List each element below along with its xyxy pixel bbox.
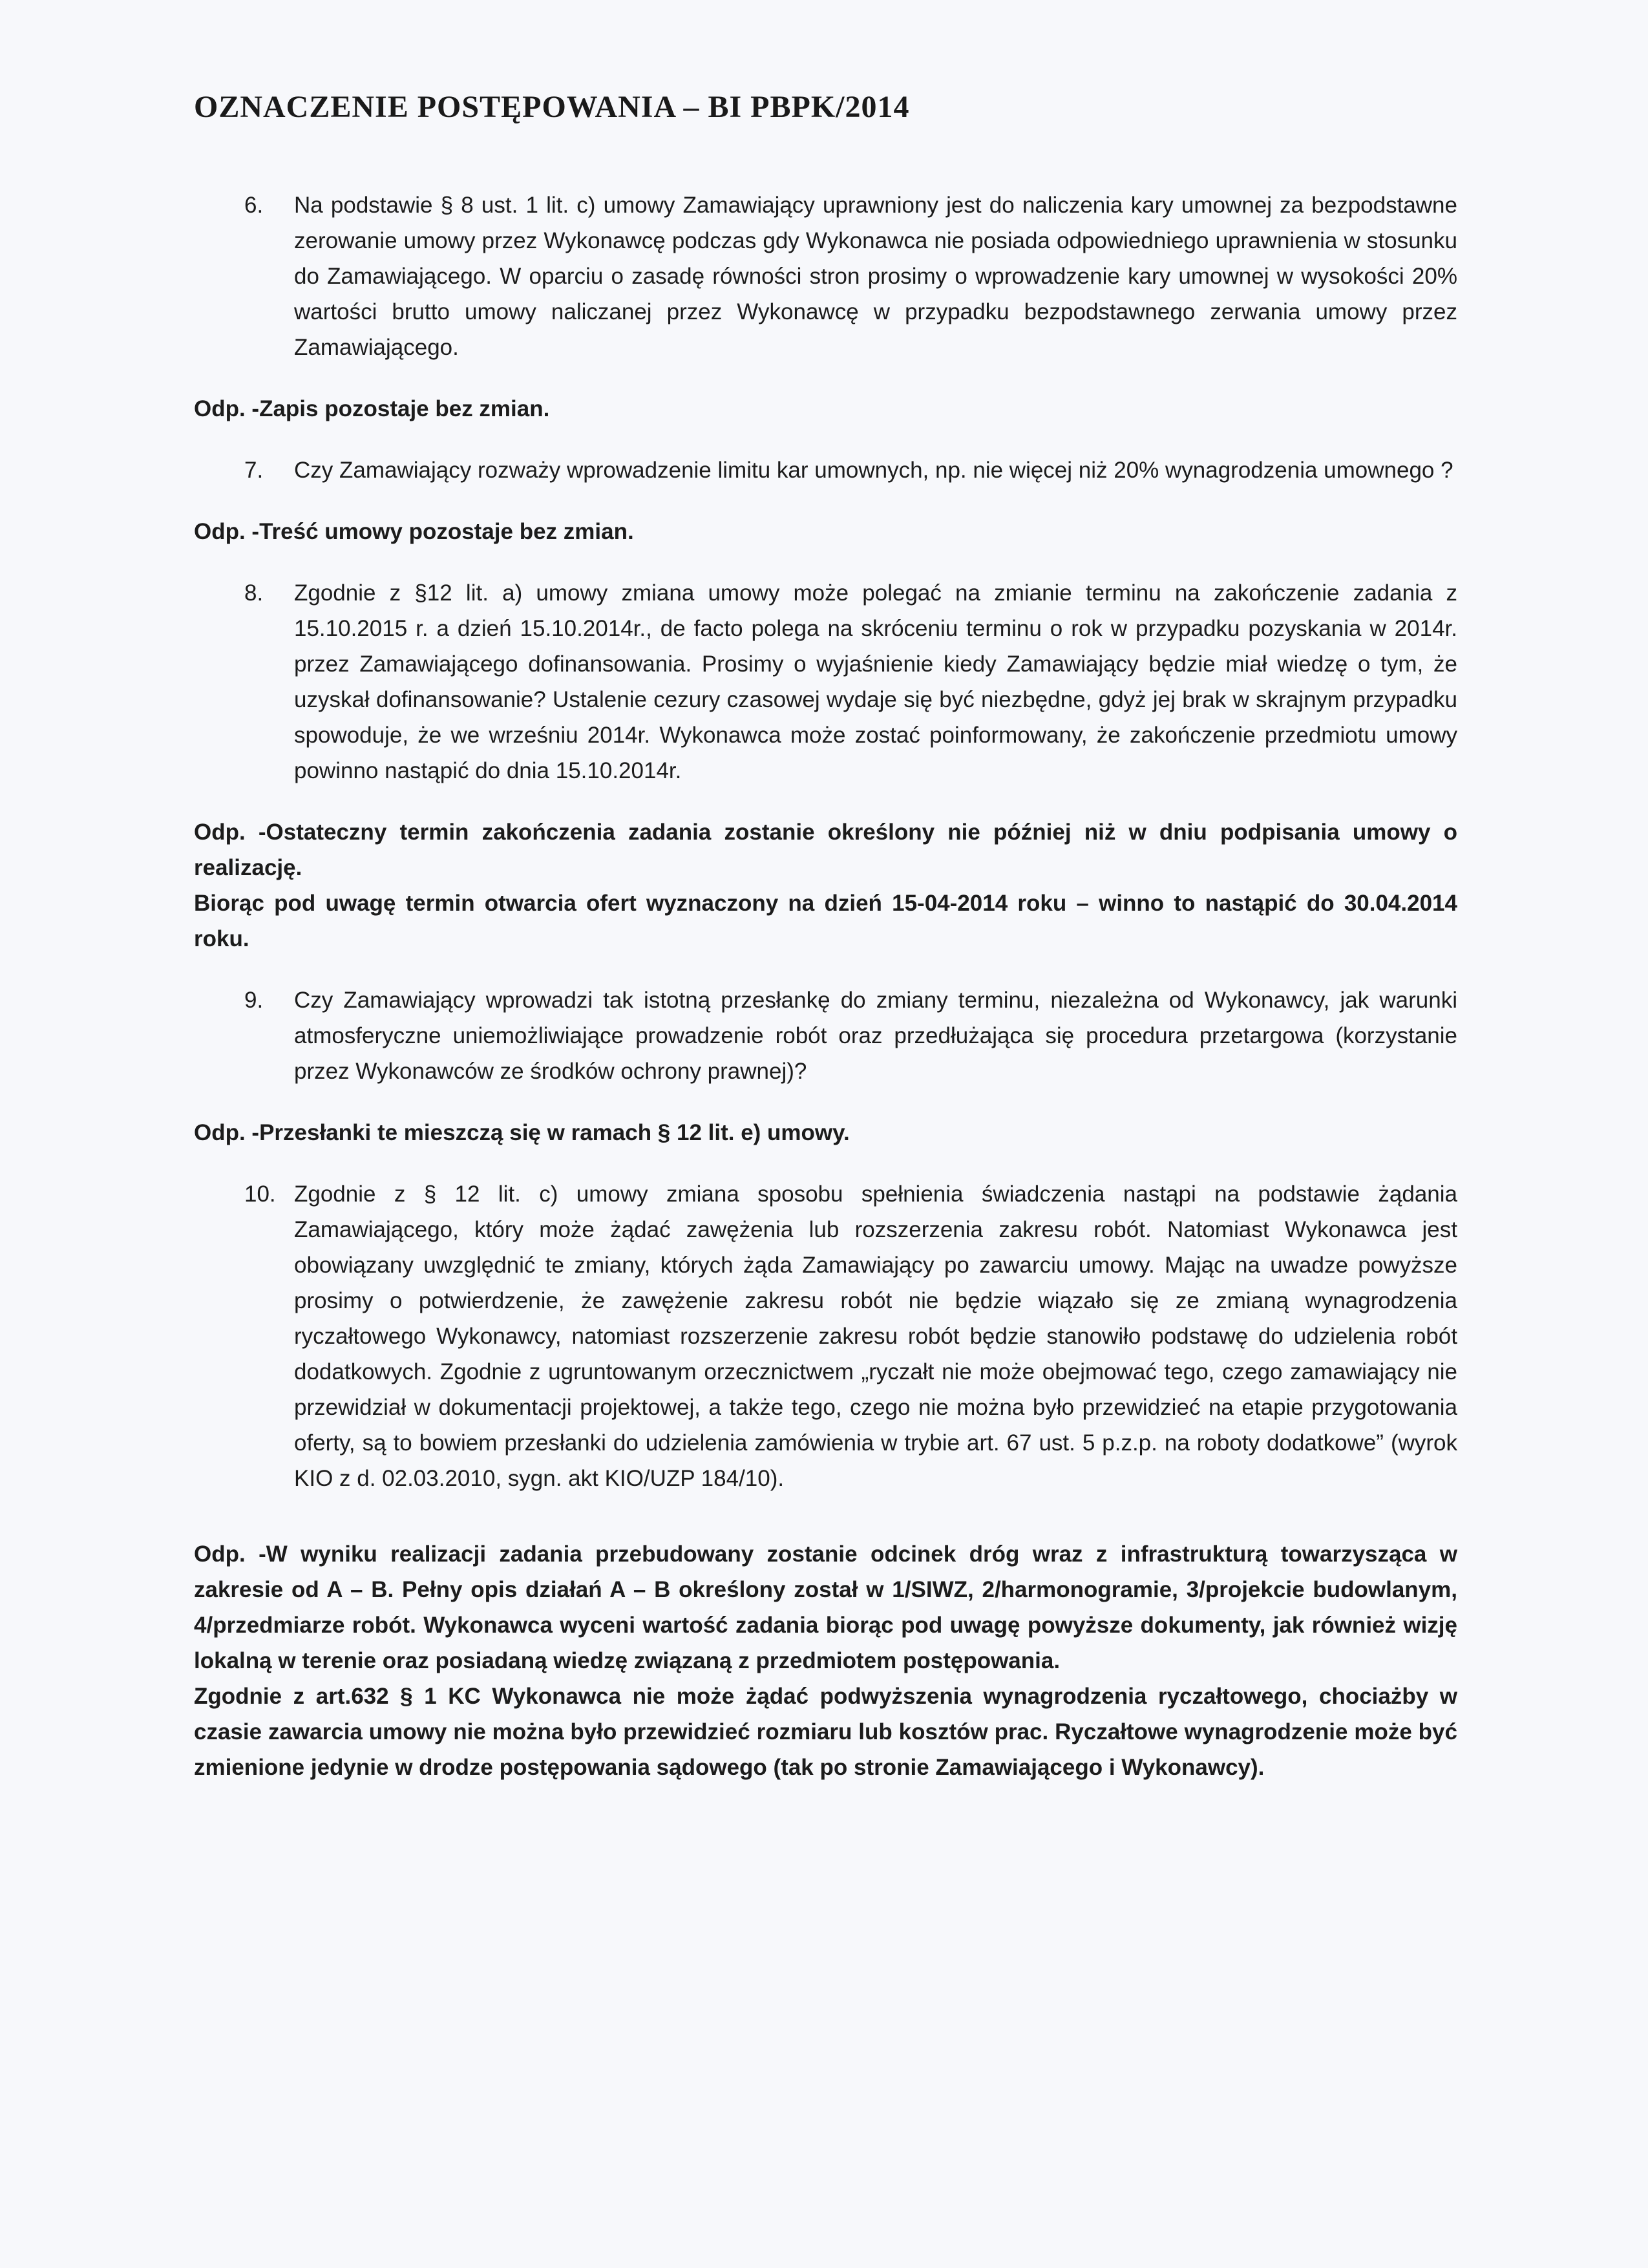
question-item-10 <box>194 1176 1457 1496</box>
answer-8 <box>194 814 1457 957</box>
question-number: 10. <box>244 1182 276 1207</box>
question-text: Zgodnie z §12 lit. a) umowy zmiana umowy może polegać na zmianie terminu na zakończenie zadania z 15.10.2015 r. a dzień 15.10.2014r., de facto polega na skróceniu terminu o rok w przypadku pozyskania w 2014r. przez Zamawiającego dofinansowania. Prosimy o wyjaśnienie kiedy Zamawiający będzie miał wiedzę o tym, że uzyskał dofinansowanie? Ustalenie cezury czasowej wydaje się być niezbędne, gdyż jej brak w skrajnym przypadku spowoduje, że we wrześniu 2014r. Wykonawca może zostać poinformowany, że zakończenie przedmiotu umowy powinno nastąpić do dnia 15.10.2014r. <box>294 580 1457 783</box>
document-header: OZNACZENIE POSTĘPOWANIA – BI PBPK/2014 <box>194 90 910 124</box>
answer-6 <box>194 391 1457 427</box>
answer-text: Odp. -Przesłanki te mieszczą się w ramach § 12 lit. e) umowy. <box>194 1120 850 1145</box>
answer-7 <box>194 514 1457 549</box>
question-item-7 <box>194 452 1457 488</box>
question-number: 9. <box>244 988 264 1013</box>
question-text: Zgodnie z § 12 lit. c) umowy zmiana sposobu spełnienia świadczenia nastąpi na podstawie żądania Zamawiającego, który może żądać zawężenia lub rozszerzenia zakresu robót. Natomiast Wykonawca jest obowiązany uwzględnić te zmiany, których żąda Zamawiający po zawarciu umowy. Mając na uwadze powyższe prosimy o potwierdzenie, że zawężenie zakresu robót nie będzie wiązało się ze zmianą wynagrodzenia ryczałtowego Wykonawcy, natomiast rozszerzenie zakresu robót będzie stanowiło podstawę do udzielenia robót dodatkowych. Zgodnie z ugruntowanym orzecznictwem „ryczałt nie może obejmować tego, czego zamawiający nie przewidział w dokumentacji projektowej, a także tego, czego nie można było przewidzieć na etapie przygotowania oferty, są to bowiem przesłanki do udzielenia zamówienia w trybie art. 67 ust. 5 p.z.p. na roboty dodatkowe” (wyrok KIO z d. 02.03.2010, sygn. akt KIO/UZP 184/10). <box>294 1182 1457 1491</box>
answer-text: Biorąc pod uwagę termin otwarcia ofert wyznaczony na dzień 15-04-2014 roku – winno to nastąpić do 30.04.2014 roku. <box>194 891 1457 951</box>
answer-10 <box>194 1536 1457 1785</box>
spacer <box>194 1522 1457 1536</box>
question-number: 6. <box>244 193 264 218</box>
answer-text: Odp. -Treść umowy pozostaje bez zmian. <box>194 519 634 544</box>
question-item-6 <box>194 187 1457 365</box>
question-item-8 <box>194 575 1457 789</box>
question-text: Czy Zamawiający rozważy wprowadzenie limitu kar umownych, np. nie więcej niż 20% wynagrodzenia umownego ? <box>294 458 1453 483</box>
answer-9 <box>194 1115 1457 1150</box>
answer-text: Odp. -Ostateczny termin zakończenia zadania zostanie określony nie później niż w dniu podpisania umowy o realizację. <box>194 820 1457 880</box>
answer-text: Zgodnie z art.632 § 1 KC Wykonawca nie może żądać podwyższenia wynagrodzenia ryczałtowego, chociażby w czasie zawarcia umowy nie można było przewidzieć rozmiaru lub kosztów prac. Ryczałtowe wynagrodzenie może być zmienione jedynie w drodze postępowania sądowego (tak po stronie Zamawiającego i Wykonawcy). <box>194 1684 1457 1780</box>
question-number: 7. <box>244 458 264 483</box>
question-text: Czy Zamawiający wprowadzi tak istotną przesłankę do zmiany terminu, niezależna od Wykonawcy, jak warunki atmosferyczne uniemożliwiające prowadzenie robót oraz przedłużająca się procedura przetargowa (korzystanie przez Wykonawców ze środków ochrony prawnej)? <box>294 988 1457 1084</box>
question-item-9 <box>194 982 1457 1089</box>
answer-text: Odp. -W wyniku realizacji zadania przebudowany zostanie odcinek dróg wraz z infrastrukturą towarzysząca w zakresie od A – B. Pełny opis działań A – B określony został w 1/SIWZ, 2/harmonogramie, 3/projekcie budowlanym, 4/przedmiarze robót. Wykonawca wyceni wartość zadania biorąc pod uwagę powyższe dokumenty, jak również wizję lokalną w terenie oraz posiadaną wiedzę związaną z przedmiotem postępowania. <box>194 1542 1457 1673</box>
answer-text: Odp. -Zapis pozostaje bez zmian. <box>194 396 550 421</box>
document-body <box>194 187 1457 1811</box>
question-number: 8. <box>244 580 264 606</box>
question-text: Na podstawie § 8 ust. 1 lit. c) umowy Zamawiający uprawniony jest do naliczenia kary umownej za bezpodstawne zerowanie umowy przez Wykonawcę podczas gdy Wykonawca nie posiada odpowiedniego uprawnienia w stosunku do Zamawiającego. W oparciu o zasadę równości stron prosimy o wprowadzenie kary umownej w wysokości 20% wartości brutto umowy naliczanej przez Wykonawcę w przypadku bezpodstawnego zerwania umowy przez Zamawiającego. <box>294 193 1457 360</box>
